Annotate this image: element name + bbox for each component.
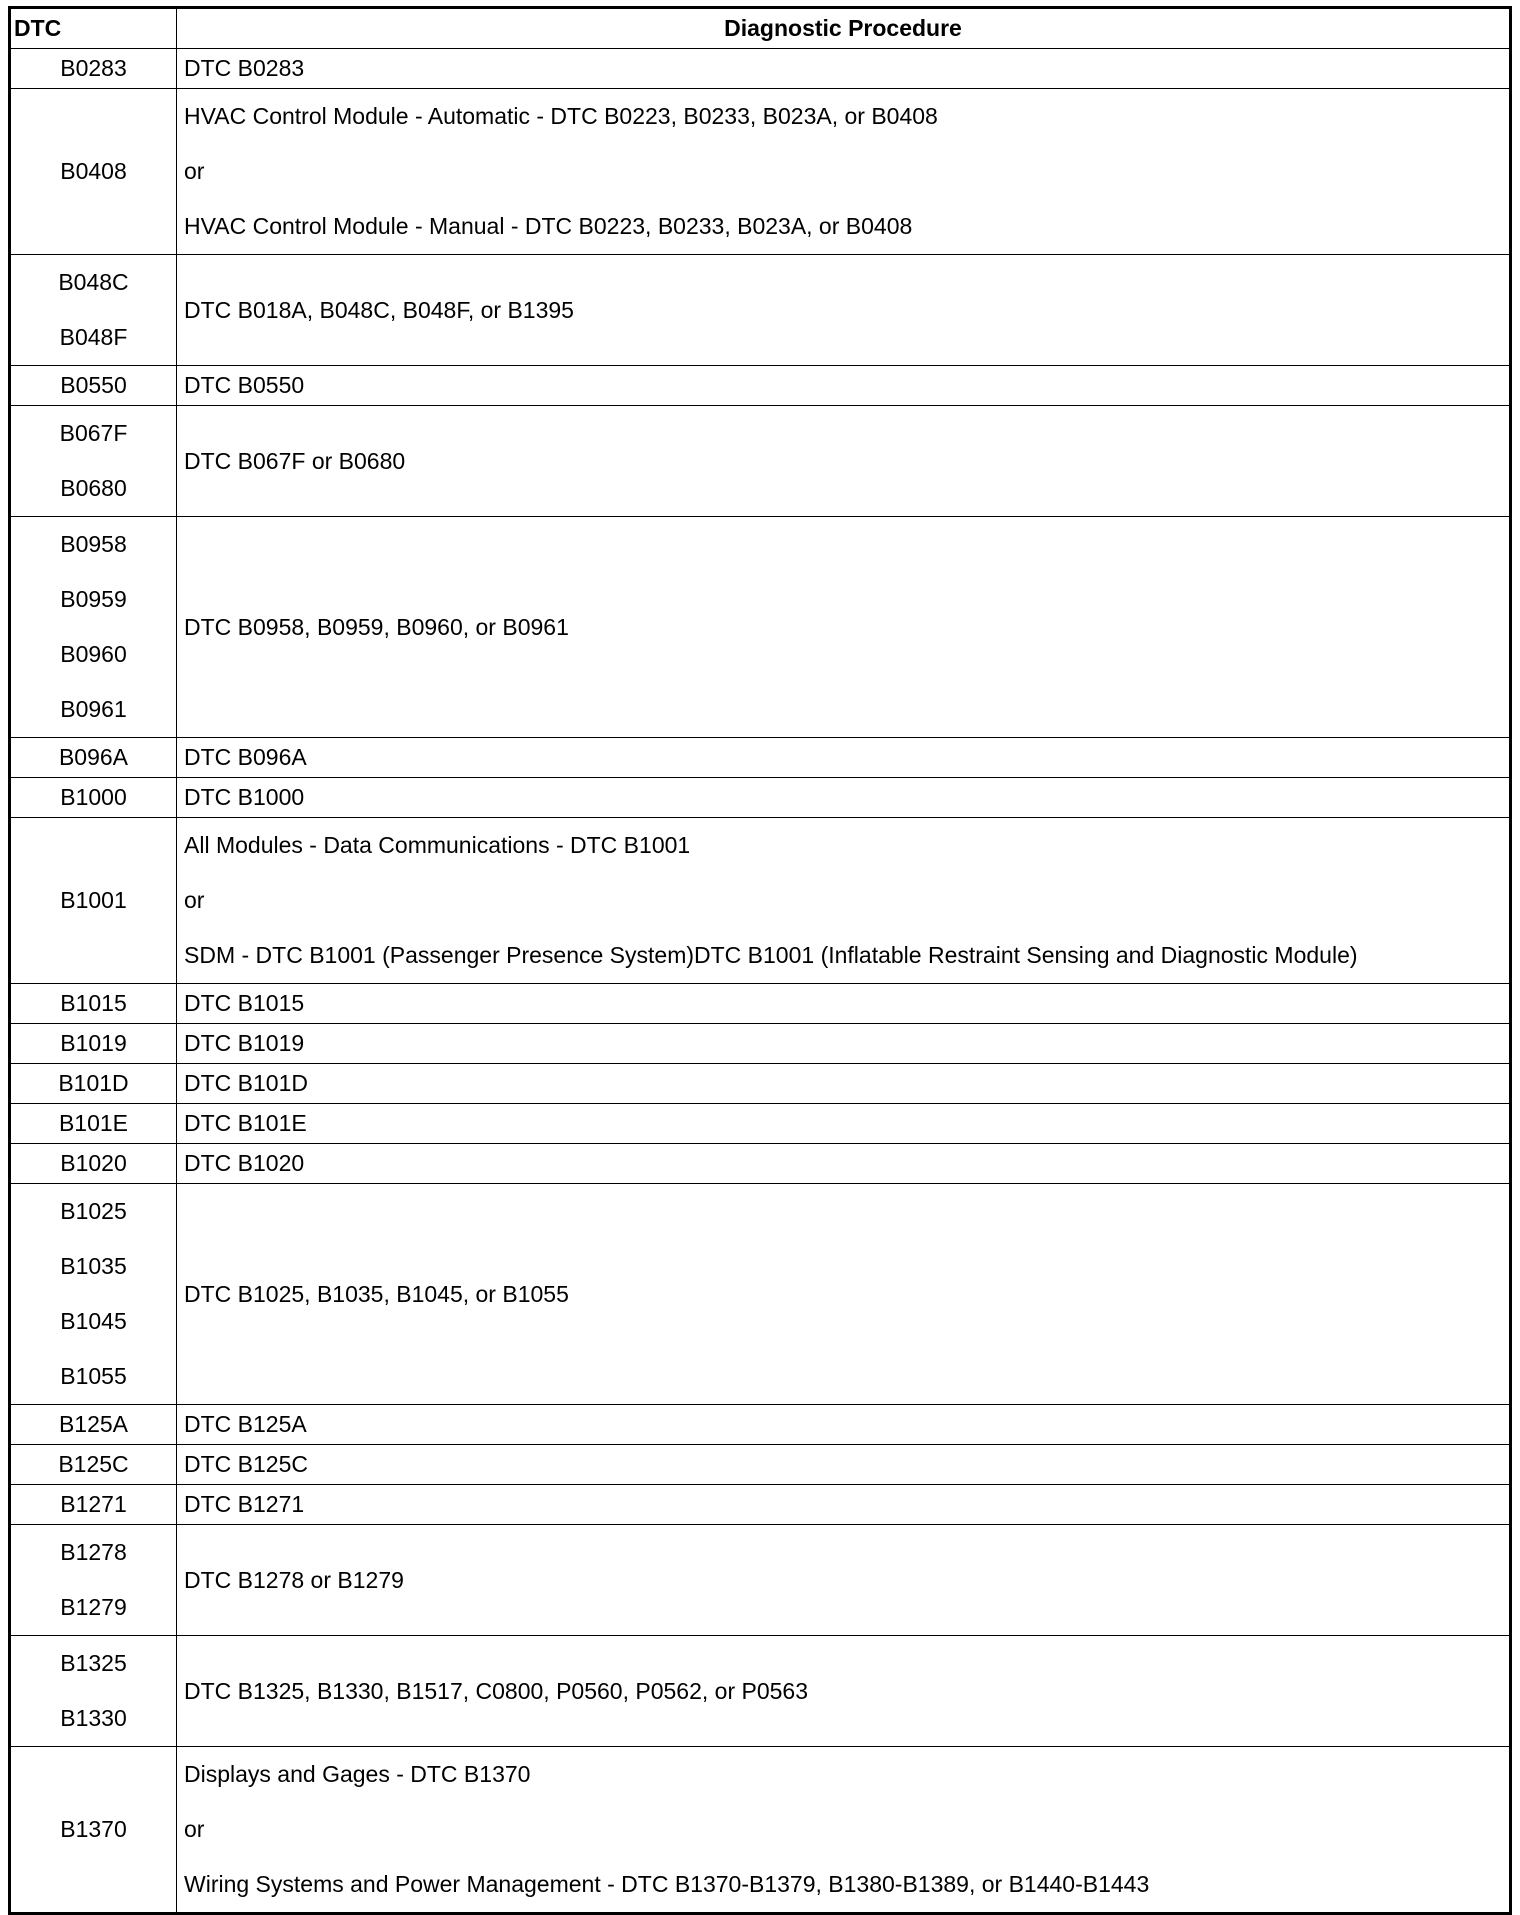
dtc-code: B1000 (60, 784, 127, 810)
dtc-code: B1001 (60, 887, 127, 913)
dtc-code: B125A (58, 1411, 129, 1437)
table-row (10, 49, 1511, 89)
dtc-code-cell (10, 778, 177, 818)
table-row (10, 1485, 1511, 1525)
procedure-line: DTC B125C (184, 1451, 308, 1477)
dtc-code: B0961 (60, 696, 127, 722)
dtc-code: B048F (59, 324, 128, 350)
procedure-line: or (184, 158, 205, 184)
dtc-code-cell (10, 738, 177, 778)
procedure-cell (177, 818, 1511, 984)
dtc-code: B067F (59, 420, 128, 446)
procedure-line: DTC B067F or B0680 (184, 447, 406, 474)
dtc-code-cell (10, 1405, 177, 1445)
procedure-cell (177, 778, 1511, 818)
table-row (10, 1747, 1511, 1914)
table-row (10, 1024, 1511, 1064)
dtc-code: B0959 (60, 586, 127, 612)
procedure-line: DTC B125A (184, 1411, 307, 1437)
procedure-line: Displays and Gages - DTC B1370 (184, 1761, 531, 1787)
dtc-code: B1325 (60, 1650, 127, 1676)
dtc-code-cell (10, 1024, 177, 1064)
procedure-cell (177, 1024, 1511, 1064)
dtc-code: B1278 (60, 1539, 127, 1565)
table-row (10, 1064, 1511, 1104)
dtc-code: B0408 (60, 158, 127, 184)
table-row (10, 818, 1511, 984)
dtc-code-cell (10, 49, 177, 89)
dtc-code: B1370 (60, 1816, 127, 1842)
procedure-cell (177, 406, 1511, 517)
dtc-code: B1279 (60, 1594, 127, 1620)
procedure-line: DTC B1025, B1035, B1045, or B1055 (184, 1280, 569, 1307)
table-row (10, 1525, 1511, 1636)
procedure-column-header: Diagnostic Procedure (177, 8, 1511, 49)
table-row (10, 406, 1511, 517)
procedure-cell (177, 1184, 1511, 1405)
dtc-code-cell (10, 1144, 177, 1184)
dtc-code-cell (10, 1636, 177, 1747)
table-row (10, 738, 1511, 778)
procedure-line: SDM - DTC B1001 (Passenger Presence System)DTC B1001 (Inflatable Restraint Sensing and Diagnostic Module) (184, 942, 1358, 968)
procedure-cell (177, 1405, 1511, 1445)
procedure-cell (177, 89, 1511, 255)
procedure-cell (177, 49, 1511, 89)
dtc-code: B0960 (60, 641, 127, 667)
dtc-code: B096A (58, 744, 129, 770)
procedure-cell (177, 1064, 1511, 1104)
table-row (10, 1405, 1511, 1445)
procedure-line: DTC B1019 (184, 1030, 305, 1056)
table-row (10, 778, 1511, 818)
dtc-code-cell (10, 1445, 177, 1485)
dtc-code: B0550 (60, 372, 127, 398)
dtc-code-cell (10, 406, 177, 517)
procedure-cell (177, 1144, 1511, 1184)
procedure-cell (177, 255, 1511, 366)
header-row (10, 8, 1511, 49)
dtc-code: B1019 (60, 1030, 127, 1056)
dtc-code-cell (10, 1184, 177, 1405)
dtc-code: B0283 (60, 55, 127, 81)
procedure-cell (177, 1104, 1511, 1144)
procedure-line: DTC B1020 (184, 1150, 305, 1176)
procedure-line: DTC B1271 (184, 1491, 305, 1517)
dtc-code: B1020 (60, 1150, 127, 1176)
dtc-code: B1025 (60, 1198, 127, 1224)
dtc-code-cell (10, 1485, 177, 1525)
table-row (10, 1184, 1511, 1405)
dtc-code-cell (10, 255, 177, 366)
procedure-line: DTC B1015 (184, 990, 305, 1016)
dtc-code: B1271 (60, 1491, 127, 1517)
dtc-code: B0680 (60, 475, 127, 501)
table-body (10, 49, 1511, 1914)
procedure-cell (177, 738, 1511, 778)
table-row (10, 1636, 1511, 1747)
procedure-cell (177, 1445, 1511, 1485)
dtc-code-cell (10, 366, 177, 406)
procedure-cell (177, 1636, 1511, 1747)
procedure-cell (177, 1485, 1511, 1525)
table-row (10, 1144, 1511, 1184)
procedure-line: or (184, 887, 205, 913)
dtc-code-cell (10, 818, 177, 984)
procedure-cell (177, 1747, 1511, 1914)
table-row (10, 366, 1511, 406)
dtc-code: B1015 (60, 990, 127, 1016)
dtc-code: B1035 (60, 1253, 127, 1279)
procedure-line: or (184, 1816, 205, 1842)
dtc-code: B1045 (60, 1308, 127, 1334)
procedure-line: DTC B1278 or B1279 (184, 1566, 404, 1593)
dtc-code: B1055 (60, 1363, 127, 1389)
dtc-code-cell (10, 1104, 177, 1144)
dtc-table (8, 6, 1512, 1915)
dtc-code-cell (10, 517, 177, 738)
procedure-line: HVAC Control Module - Automatic - DTC B0223, B0233, B023A, or B0408 (184, 103, 938, 129)
dtc-code: B101D (58, 1070, 129, 1096)
dtc-code-cell (10, 984, 177, 1024)
table-row (10, 984, 1511, 1024)
procedure-line: DTC B101D (184, 1070, 308, 1096)
procedure-line: DTC B0283 (184, 55, 305, 81)
procedure-line: DTC B0958, B0959, B0960, or B0961 (184, 613, 569, 640)
dtc-code: B125C (58, 1451, 129, 1477)
procedure-line: All Modules - Data Communications - DTC B1001 (184, 832, 691, 858)
table-row (10, 1445, 1511, 1485)
procedure-line: DTC B096A (184, 744, 307, 770)
procedure-line: HVAC Control Module - Manual - DTC B0223, B0233, B023A, or B0408 (184, 213, 913, 239)
table-row (10, 89, 1511, 255)
dtc-code-cell (10, 1064, 177, 1104)
table-row (10, 1104, 1511, 1144)
procedure-line: DTC B1325, B1330, B1517, C0800, P0560, P0562, or P0563 (184, 1677, 808, 1704)
procedure-line: DTC B101E (184, 1110, 307, 1136)
procedure-line: DTC B0550 (184, 372, 305, 398)
dtc-code-cell (10, 1747, 177, 1914)
dtc-column-header: DTC (10, 8, 177, 49)
procedure-line: Wiring Systems and Power Management - DTC B1370-B1379, B1380-B1389, or B1440-B1443 (184, 1871, 1150, 1897)
dtc-code: B1330 (60, 1705, 127, 1731)
dtc-code: B101E (58, 1110, 129, 1136)
procedure-line: DTC B1000 (184, 784, 305, 810)
dtc-code: B0958 (60, 531, 127, 557)
procedure-cell (177, 366, 1511, 406)
dtc-code: B048C (58, 269, 129, 295)
procedure-cell (177, 517, 1511, 738)
procedure-cell (177, 1525, 1511, 1636)
procedure-cell (177, 984, 1511, 1024)
dtc-code-cell (10, 1525, 177, 1636)
table-row (10, 517, 1511, 738)
procedure-line: DTC B018A, B048C, B048F, or B1395 (184, 296, 574, 323)
dtc-code-cell (10, 89, 177, 255)
table-row (10, 255, 1511, 366)
